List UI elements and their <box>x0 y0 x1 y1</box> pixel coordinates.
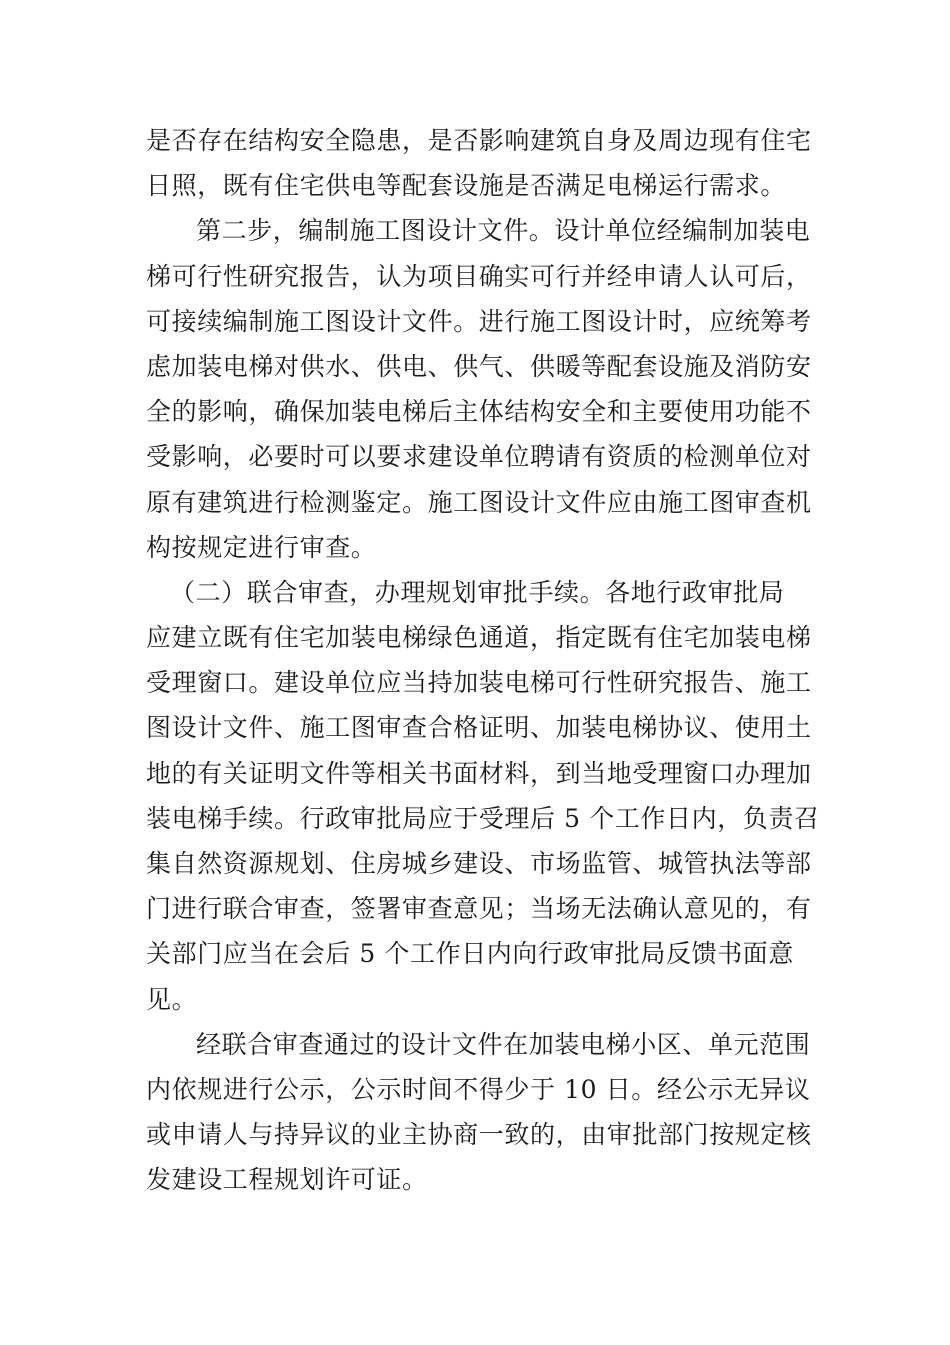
text-line: 可接续编制施工图设计文件。进行施工图设计时，应统筹考 <box>146 306 812 336</box>
text-line: 集自然资源规划、住房城乡建设、市场监管、城管执法等部 <box>146 849 812 878</box>
text-line: 图设计文件、施工图审查合格证明、加装电梯协议、使用土 <box>146 713 812 743</box>
text-line: 梯可行性研究报告，认为项目确实可行并经申请人认可后， <box>146 261 812 291</box>
text-line: 或申请人与持异议的业主协商一致的，由审批部门按规定核 <box>146 1120 812 1150</box>
text-line: 受影响，必要时可以要求建设单位聘请有资质的检测单位对 <box>146 442 812 472</box>
text-line: 是否存在结构安全隐患，是否影响建筑自身及周边现有住宅 <box>146 126 812 155</box>
paragraph-start-line: 经联合审查通过的设计文件在加装电梯小区、单元范围 <box>196 1029 811 1059</box>
paragraph-start-line: 第二步，编制施工图设计文件。设计单位经编制加装电 <box>196 216 811 246</box>
text-line: 日照，既有住宅供电等配套设施是否满足电梯运行需求。 <box>146 171 787 201</box>
text-line: 地的有关证明文件等相关书面材料，到当地受理窗口办理加 <box>146 758 812 788</box>
document-body <box>146 118 820 1203</box>
text-line: 原有建筑进行检测鉴定。施工图设计文件应由施工图审查机 <box>146 487 812 517</box>
text-line: 关部门应当在会后 5 个工作日内向行政审批局反馈书面意 <box>146 939 795 969</box>
text-line: 见。 <box>146 984 198 1014</box>
text-line: 虑加装电梯对供水、供电、供气、供暖等配套设施及消防安 <box>146 351 812 381</box>
text-line: 内依规进行公示，公示时间不得少于 10 日。经公示无异议 <box>146 1074 811 1104</box>
text-line: 构按规定进行审查。 <box>146 532 377 562</box>
text-line: 发建设工程规划许可证。 <box>146 1165 428 1195</box>
text-line: 全的影响，确保加装电梯后主体结构安全和主要使用功能不 <box>146 397 812 427</box>
text-line: 受理窗口。建设单位应当持加装电梯可行性研究报告、施工 <box>146 668 812 698</box>
text-line: 门进行联合审查，签署审查意见；当场无法确认意见的，有 <box>146 894 812 924</box>
text-line: 装电梯手续。行政审批局应于受理后 5 个工作日内，负责召 <box>146 803 820 833</box>
section-heading-line: （二）联合审查，办理规划审批手续。各地行政审批局 <box>170 577 785 607</box>
text-line: 应建立既有住宅加装电梯绿色通道，指定既有住宅加装电梯 <box>146 623 812 653</box>
